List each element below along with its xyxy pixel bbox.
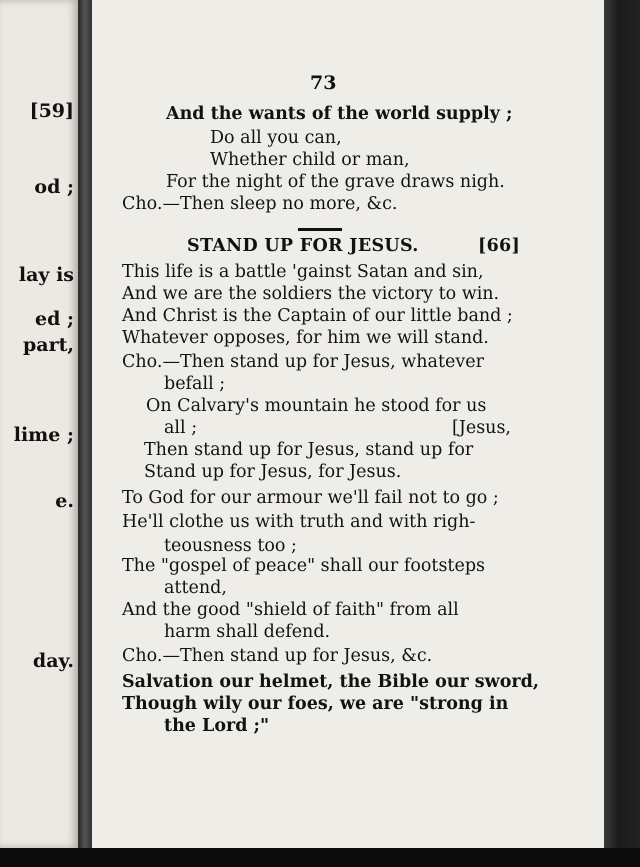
left-page-fragment: lay is — [18, 264, 74, 286]
page-number: 73 — [310, 72, 337, 94]
hymn-line: He'll clothe us with truth and with righ- — [122, 512, 476, 532]
hymn-line: all ; — [164, 418, 198, 438]
left-page-fragment: day. — [32, 650, 74, 672]
hymn-line: Though wily our foes, we are "strong in — [122, 694, 509, 714]
hymn-line: And Christ is the Captain of our little band ; — [122, 306, 513, 326]
hymn-line: Then stand up for Jesus, stand up for — [144, 440, 474, 460]
hymn-number: [66] — [478, 236, 521, 256]
left-page-fragment: od ; — [34, 176, 74, 198]
hymn-line: harm shall defend. — [164, 622, 331, 642]
hymn-line: Stand up for Jesus, for Jesus. — [144, 462, 402, 482]
hymn-line: [Jesus, — [452, 418, 511, 438]
chorus-line: Cho.—Then sleep no more, &c. — [122, 194, 398, 214]
hymn-line: The "gospel of peace" shall our footsteps — [122, 556, 485, 576]
hymn-line: This life is a battle 'gainst Satan and sin, — [122, 262, 484, 282]
verse-line: And the wants of the world supply ; — [166, 104, 513, 124]
hymn-title: STAND UP FOR JESUS. — [187, 236, 419, 256]
left-page-fragment: ed ; — [34, 308, 74, 330]
hymn-line: To God for our armour we'll fail not to go ; — [122, 488, 499, 508]
hymn-line: Salvation our helmet, the Bible our sword, — [122, 672, 539, 692]
scan-border — [0, 848, 640, 867]
left-page-fragment: e. — [55, 490, 74, 512]
hymn-line: Whatever opposes, for him we will stand. — [122, 328, 489, 348]
hymn-line: And the good "shield of faith" from all — [122, 600, 459, 620]
hymn-line: On Calvary's mountain he stood for us — [146, 396, 487, 416]
book-edge — [604, 0, 640, 848]
verse-line: Do all you can, — [210, 128, 342, 148]
left-page-fragment: [59] — [29, 100, 74, 122]
hymn-line: attend, — [164, 578, 227, 598]
book-gutter — [78, 0, 92, 848]
hymn-line: the Lord ;" — [164, 716, 270, 736]
verse-line: For the night of the grave draws nigh. — [166, 172, 505, 192]
hymn-line: teousness too ; — [164, 536, 297, 556]
chorus-line: Cho.—Then stand up for Jesus, &c. — [122, 646, 433, 666]
hymn-line: And we are the soldiers the victory to win. — [122, 284, 500, 304]
left-page-fragment: lime ; — [13, 424, 74, 446]
hymn-line: befall ; — [164, 374, 226, 394]
chorus-line: Cho.—Then stand up for Jesus, whatever — [122, 352, 484, 372]
left-page-fragment: part, — [23, 334, 74, 356]
section-divider — [298, 228, 342, 231]
verse-line: Whether child or man, — [210, 150, 410, 170]
left-page — [0, 0, 78, 848]
